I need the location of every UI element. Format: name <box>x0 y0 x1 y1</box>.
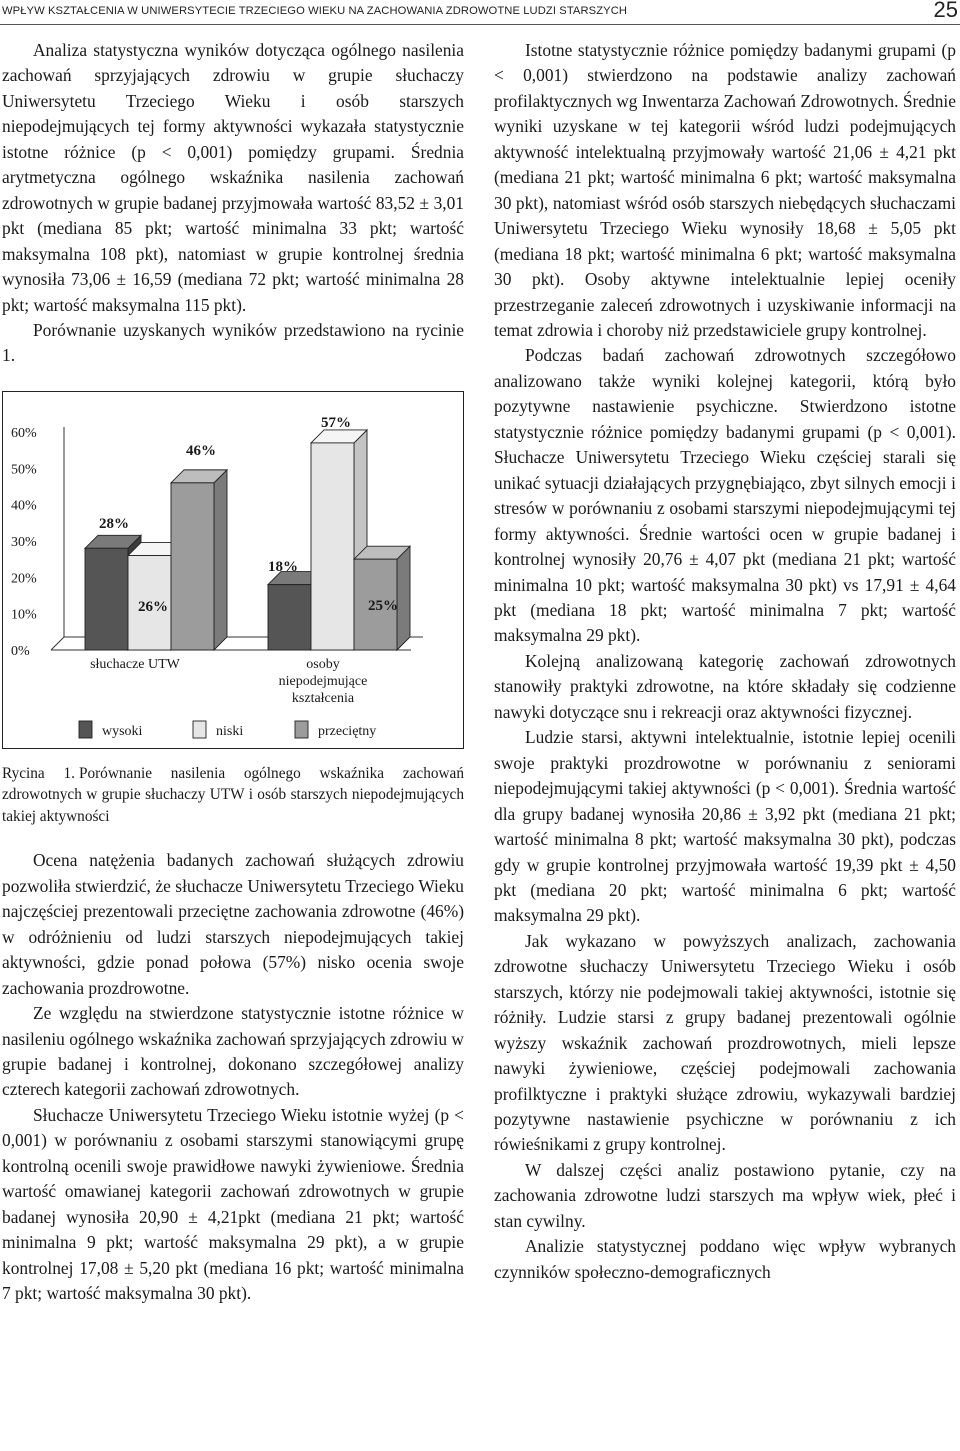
data-label: 26% <box>138 598 168 615</box>
category-label: słuchacze UTW <box>90 656 180 672</box>
y-tick-label: 50% <box>11 462 37 478</box>
figure-caption <box>2 763 464 828</box>
bar-wysoki <box>85 548 128 650</box>
paragraph: Ludzie starsi, aktywni intelektualnie, istotnie lepiej ocenili swoje praktyki prozdrowotne w porównaniu z seniorami niepodejmującymi takiej aktywności (p < 0,001). Średnia wartość dla grupy badanej wynosiła 20,86 ± 3,92 pkt (mediana 21 pkt; wartość minimalna 8 pkt; wartość maksymalna 30 pkt), podczas gdy w grupie kontrolnej przyjmowała wartość 19,39 pkt ± 4,50 pkt (mediana 20 pkt; wartość minimalna 6 pkt; wartość maksymalna 29 pkt). <box>494 727 956 926</box>
data-label: 28% <box>99 515 129 532</box>
caption-label: Rycina 1. <box>2 764 75 782</box>
legend-label: niski <box>216 723 244 739</box>
paragraph: Kolejną analizowaną kategorię zachowań zdrowotnych stanowiły praktyki zdrowotne, na które składały się codzienne nawyki dotyczące snu i rekreacji oraz aktywności fizycznej. <box>494 650 956 722</box>
legend-label: wysoki <box>102 723 143 739</box>
bar-side-przeciętny <box>397 546 410 650</box>
paragraph: Słuchacze Uniwersytetu Trzeciego Wieku istotnie wyżej (p < 0,001) w porównaniu z osobami starszymi stanowiącymi grupę kontrolną ocenili swoje prawidłowe nawyki żywieniowe. Średnia wartość omawianej kategorii zachowań zdrowotnych w grupie badanej wynosiła 20,90 ± 4,21pkt (mediana 21 pkt; wartość minimalna 9 pkt; wartość maksymalna 29 pkt), a w grupie kontrolnej 17,08 ± 5,20 pkt (mediana 16 pkt; wartość minimalna 7 pkt; wartość maksymalna 30 pkt). <box>2 1104 464 1304</box>
paragraph: Porównanie uzyskanych wyników przedstawiono na rycinie 1. <box>2 319 464 366</box>
bar-wysoki <box>268 584 311 649</box>
data-label: 18% <box>268 558 298 575</box>
legend-swatch-przeciętny <box>295 721 308 738</box>
bar-chart <box>3 392 463 748</box>
category-label: kształcenia <box>291 690 355 706</box>
y-tick-label: 40% <box>11 498 37 514</box>
category-label: osoby <box>306 656 340 672</box>
paragraph: Analizie statystycznej poddano więc wpływ wybranych czynników społeczno-demograficznych <box>494 1236 956 1282</box>
y-tick-label: 30% <box>11 534 37 550</box>
y-tick-label: 10% <box>11 607 37 623</box>
paragraph: Jak wykazano w powyższych analizach, zachowania zdrowotne słuchaczy Uniwersytetu Trzeciego Wieku i osób starszych, którzy nie podejmowali takiej aktywności, istotnie się różniły. Ludzie starsi z grupy badanej prezentowali ogólnie wyższy wskaźnik zachowań prozdrowotnych, mieli lepsze nawyki żywieniowe, częściej podejmowali zachowania profilktyczne i praktyki służące zdrowiu, wykazywali bardziej pozytywne nastawienie psychiczne w porównaniu z ich rówieśnikami z grupy kontrolnej. <box>494 930 956 1155</box>
left-column <box>2 38 464 1307</box>
data-label: 57% <box>321 414 351 431</box>
paragraph: Istotne statystycznie różnice pomiędzy badanymi grupami (p < 0,001) stwierdzono na podstawie analizy zachowań profilaktycznych wg Inwentarza Zachowań Zdrowotnych. Średnie wyniki uzyskane w tej kategorii wśród ludzi podejmujących aktywność intelektualną przyjmowały wartość 21,06 ± 4,21 pkt (mediana 21 pkt; wartość minimalna 6 pkt; wartość maksymalna 30 pkt), natomiast wśród osób starszych niebędących słuchaczami Uniwersytetu Trzeciego Wieku wynosiły 18,68 ± 5,05 pkt (mediana 18 pkt; wartość minimalna 6 pkt; wartość maksymalna 30 pkt). Osoby aktywne intelektualnie lepiej oceniły przestrzeganie zaleceń zdrowotnych i uzyskiwanie informacji na temat zdrowia i choroby niż przedstawiciele grupy kontrolnej. <box>494 40 956 340</box>
y-tick-label: 60% <box>11 425 37 441</box>
floor-edge <box>51 637 64 650</box>
running-title: WPŁYW KSZTAŁCENIA W UNIWERSYTECIE TRZECIEGO WIEKU NA ZACHOWANIA ZDROWOTNE LUDZI STARSZYCH <box>2 5 628 17</box>
paragraph: Podczas badań zachowań zdrowotnych szczegółowo analizowano także wyniki kolejnej kategorii, którą było pozytywne nastawienie psychiczne. Stwierdzono istotne statystycznie różnice pomiędzy badanymi grupami (p < 0,001). Słuchacze Uniwersytetu Trzeciego Wieku częściej starali się unikać sytuacji działających przygnębiająco, zbyt silnych emocji i stresów w porównaniu z osobami starszymi niepodejmującymi tej formy aktywności. Średnie wartości ocen w grupie badanej i kontrolnej wynosiły 20,76 ± 4,07 pkt (mediana 21 pkt; wartość minimalna 10 pkt; wartość maksymalna 30 pkt) vs 17,91 ± 4,64 pkt (mediana 18 pkt; wartość minimalna 7 pkt; wartość maksymalna 29 pkt). <box>494 345 956 646</box>
data-label: 46% <box>186 442 216 459</box>
bar-side-przeciętny <box>214 470 227 650</box>
legend-swatch-wysoki <box>79 721 92 738</box>
running-header <box>0 0 960 28</box>
paragraph: W dalszej części analiz postawiono pytanie, czy na zachowania zdrowotne ludzi starszych ma wpływ wiek, płeć i stan cywilny. <box>494 1159 956 1231</box>
page-number: 25 <box>933 0 958 22</box>
caption-text: Porównanie nasilenia ogólnego wskaźnika zachowań zdrowotnych w grupie słuchaczy UTW i osób starszych niepodejmujących takiej aktywności <box>2 764 464 825</box>
paragraph: Ocena natężenia badanych zachowań służących zdrowiu pozwoliła stwierdzić, że słuchacze Uniwersytetu Trzeciego Wieku najczęściej prezentowali przeciętne zachowania zdrowotne (46%) w odróżnieniu od ludzi starszych niepodejmujących takiej aktywności, gdzie ponad połowa (57%) nisko ocenia swoje zachowania prozdrowotne. <box>2 850 464 998</box>
bar-niski <box>311 443 354 650</box>
legend-label: przeciętny <box>318 723 377 739</box>
paragraph: Ze względu na stwierdzone statystycznie istotne różnice w nasileniu ogólnego wskaźnika zachowań sprzyjających zdrowiu w grupie badanej i kontrolnej, dokonano szczegółowej analizy czterech kategorii zachowań zdrowotnych. <box>2 1003 464 1100</box>
header-rule <box>0 24 960 25</box>
category-label: niepodejmujące <box>278 673 368 689</box>
legend-swatch-niski <box>193 721 206 738</box>
figure-1-chart <box>2 391 464 749</box>
bar-przeciętny <box>171 483 214 650</box>
y-tick-label: 20% <box>11 571 37 587</box>
paragraph: Analiza statystyczna wyników dotycząca ogólnego nasilenia zachowań sprzyjających zdrowiu w grupie słuchaczy Uniwersytetu Trzeciego Wieku i osób starszych niepodejmujących tej formy aktywności wykazała statystycznie istotne różnice (p < 0,001) pomiędzy grupami. Średnia arytmetyczna ogólnego wskaźnika nasilenia zachowań zdrowotnych w grupie badanej przyjmowała wartość 83,52 ± 3,01 pkt (mediana 85 pkt; wartość minimalna 33 pkt; wartość maksymalna 108 pkt), natomiast w grupie kontrolnej średnia wynosiła 73,06 ± 16,59 (mediana 72 pkt; wartość minimalna 28 pkt; wartość maksymalna 115 pkt). <box>2 40 464 315</box>
right-column <box>494 38 956 1285</box>
y-tick-label: 0% <box>11 643 30 659</box>
data-label: 25% <box>368 597 398 614</box>
